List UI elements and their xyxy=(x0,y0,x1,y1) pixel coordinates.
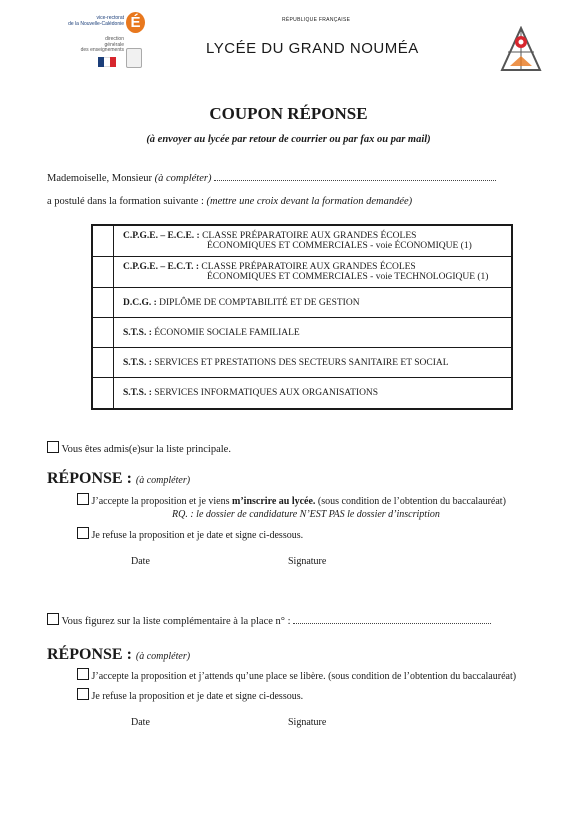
page-title: COUPON RÉPONSE xyxy=(209,104,368,123)
reponse-heading-2 xyxy=(47,646,190,664)
formation-table xyxy=(91,224,513,410)
admitted-label: Vous êtes admis(e)sur la liste principale. xyxy=(61,444,231,455)
name-field[interactable] xyxy=(214,171,496,181)
formation-label-line2: ÉCONOMIQUES ET COMMERCIALES - voie TECHNOLOGIQUE (1) xyxy=(207,272,489,282)
formation-label: CLASSE PRÉPARATOIRE AUX GRANDES ÉCOLES xyxy=(201,262,416,272)
accept-emphasis: m’inscrire au lycée. xyxy=(232,496,316,507)
formation-row[interactable] xyxy=(93,226,511,257)
accept-waitlist-checkbox[interactable] xyxy=(77,668,89,680)
applied-label: a postulé dans la formation suivante : xyxy=(47,196,204,207)
applied-hint: (mettre une croix devant la formation demandée) xyxy=(206,196,413,207)
name-hint: (à compléter) xyxy=(154,173,212,184)
formation-code: C.P.G.E. – E.C.E. : xyxy=(123,231,203,241)
refuse-waitlist-text: Je refuse la proposition et je date et signe ci-dessous. xyxy=(91,691,304,702)
logo-line: vice-rectorat xyxy=(96,15,124,21)
formation-row[interactable] xyxy=(93,288,511,318)
formation-label: DIPLÔME DE COMPTABILITÉ ET DE GESTION xyxy=(159,297,360,308)
applied-line xyxy=(47,196,412,207)
name-label: Mademoiselle, Monsieur xyxy=(47,173,152,184)
accept-condition: (sous condition de l’obtention du baccalauréat) xyxy=(315,496,506,507)
logo-line: direction xyxy=(105,36,124,42)
ministry-seal-icon xyxy=(126,48,142,68)
logo-line: générale xyxy=(104,41,124,48)
waitlist-rank-field[interactable] xyxy=(293,614,491,624)
date-label-2: Date xyxy=(131,717,150,728)
e-emblem-icon: É xyxy=(126,12,145,33)
reponse-heading-1 xyxy=(47,470,190,488)
accept-option-2 xyxy=(77,668,516,682)
accept-checkbox[interactable] xyxy=(77,493,89,505)
reponse-label: RÉPONSE : xyxy=(47,470,132,487)
page-subtitle: (à envoyer au lycée par retour de courrier ou par fax ou par mail) xyxy=(146,134,431,145)
signature-label: Signature xyxy=(288,556,327,567)
school-name: LYCÉE DU GRAND NOUMÉA xyxy=(206,40,419,57)
date-label: Date xyxy=(131,556,150,567)
formation-code: C.P.G.E. – E.C.T. : xyxy=(123,262,202,272)
formation-row[interactable] xyxy=(93,348,511,378)
formation-code: S.T.S. : xyxy=(123,388,155,398)
signature-label-2: Signature xyxy=(288,717,327,728)
formation-label-line2: ÉCONOMIQUES ET COMMERCIALES - voie ÉCONOMIQUE (1) xyxy=(207,241,472,251)
formation-code: S.T.S. : xyxy=(123,327,155,338)
logo-line: de la Nouvelle-Calédonie xyxy=(68,20,124,27)
formation-label: ÉCONOMIE SOCIALE FAMILIALE xyxy=(154,327,300,338)
waitlist-line xyxy=(47,613,491,627)
formation-row[interactable] xyxy=(93,378,511,408)
formation-code: D.C.G. : xyxy=(123,297,160,308)
admitted-checkbox[interactable] xyxy=(47,441,59,453)
refuse-option-2 xyxy=(77,688,303,702)
formation-label: SERVICES INFORMATIQUES AUX ORGANISATIONS xyxy=(154,388,379,398)
admitted-line xyxy=(47,441,231,455)
formation-label: CLASSE PRÉPARATOIRE AUX GRANDES ÉCOLES xyxy=(202,231,417,241)
accept-text: J’accepte la proposition et je viens xyxy=(91,496,233,507)
school-emblem-icon xyxy=(500,26,542,72)
refuse-text: Je refuse la proposition et je date et signe ci-dessous. xyxy=(91,530,304,541)
logo-line: des enseignements xyxy=(80,47,124,53)
formation-row[interactable] xyxy=(93,318,511,348)
refuse-option-1 xyxy=(77,527,303,541)
waitlist-label: Vous figurez sur la liste complémentaire à la place n° : xyxy=(61,616,291,627)
reponse-label: RÉPONSE : xyxy=(47,646,132,663)
reponse-hint: (à compléter) xyxy=(135,651,191,662)
formation-code: S.T.S. : xyxy=(123,357,155,368)
name-line xyxy=(47,171,496,184)
refuse-checkbox[interactable] xyxy=(77,527,89,539)
waitlist-checkbox[interactable] xyxy=(47,613,59,625)
formation-label: SERVICES ET PRESTATIONS DES SECTEURS SANITAIRE ET SOCIAL xyxy=(154,357,449,368)
accept-waitlist-text: J’accepte la proposition et j’attends qu’une place se libère. (sous condition de l’obtention du baccalauréat) xyxy=(91,671,517,682)
french-flag-icon xyxy=(98,57,116,67)
dossier-note: RQ. : le dossier de candidature N’EST PAS le dossier d’inscription xyxy=(172,509,440,520)
reponse-hint: (à compléter) xyxy=(135,475,191,486)
accept-option-1 xyxy=(77,493,506,507)
republic-label: RÉPUBLIQUE FRANÇAISE xyxy=(282,17,351,23)
refuse-waitlist-checkbox[interactable] xyxy=(77,688,89,700)
vice-rectorat-logo xyxy=(52,12,147,67)
formation-row[interactable] xyxy=(93,257,511,288)
